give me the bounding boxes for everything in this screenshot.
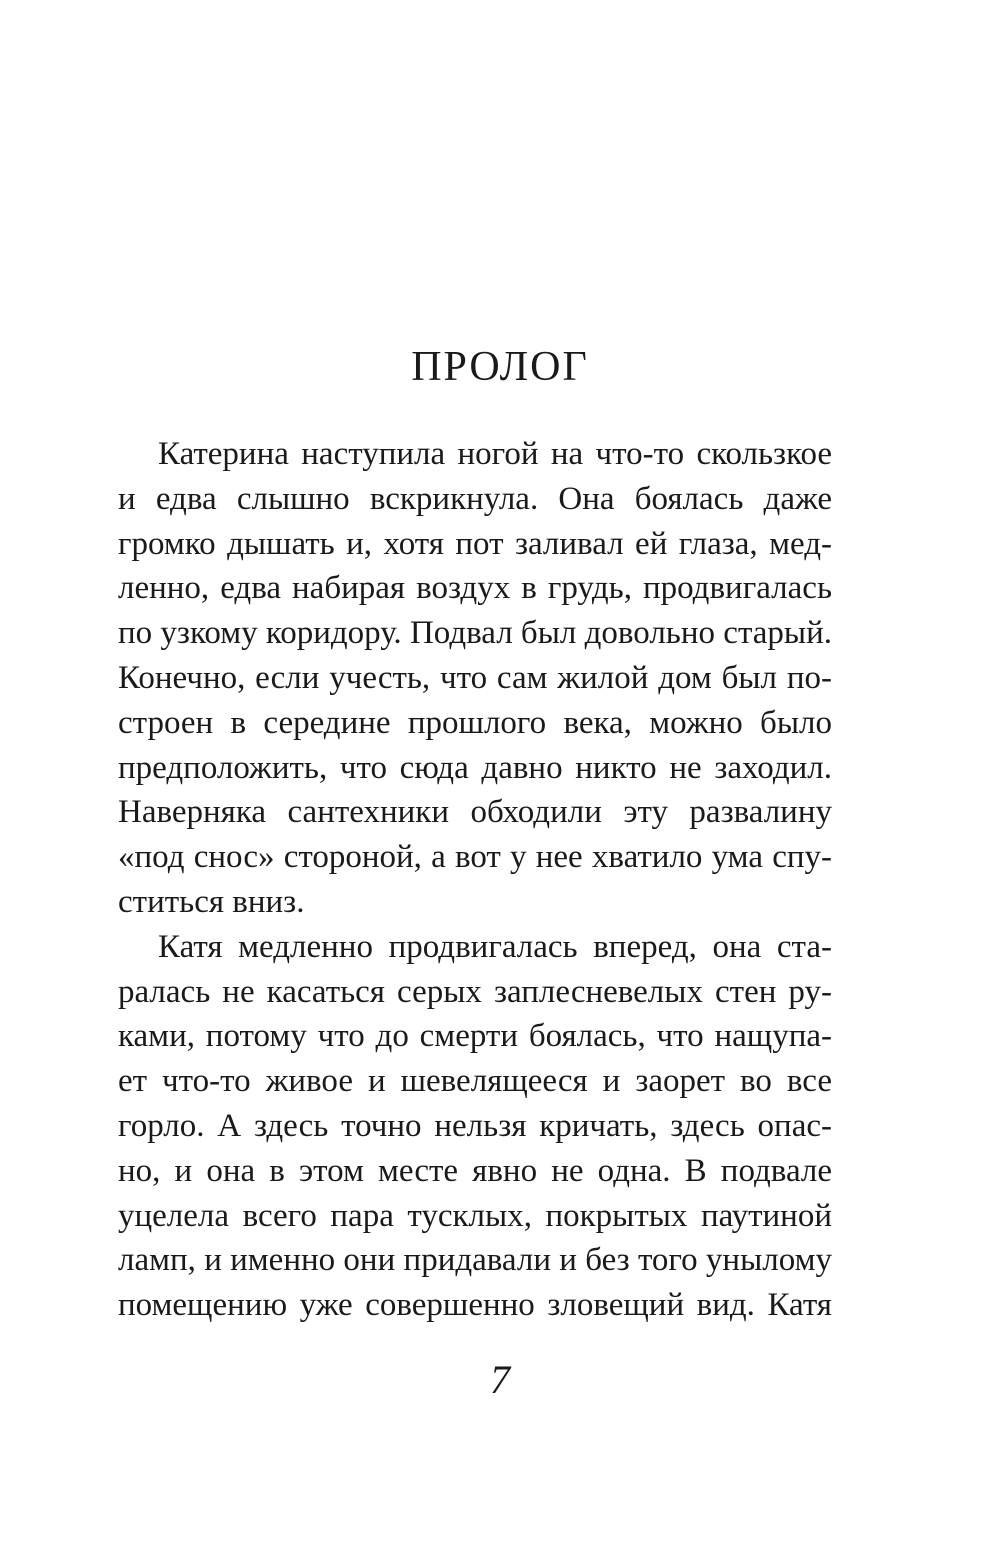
text-line: ститься вниз. [118,883,305,920]
text-line: предположить, что сюда давно никто не заходил. [118,749,832,786]
text-line: Катя медленно продвигалась вперед, она ста- [158,928,832,965]
paragraph-1 [118,432,832,925]
text-line: по узкому коридору. Подвал был довольно старый. [118,615,832,652]
body-text [118,432,832,1328]
text-line: ленно, едва набирая воздух в грудь, продвигалась [118,570,832,607]
text-line: Наверняка сантехники обходили эту развалину [118,794,832,831]
text-line: громко дышать и, хотя пот заливал ей глаза, мед- [118,525,832,562]
text-line: Конечно, если учесть, что сам жилой дом был по- [118,659,832,696]
text-line: но, и она в этом месте явно не одна. В подвале [118,1152,832,1189]
text-line: и едва слышно вскрикнула. Она боялась даже [118,480,832,517]
text-line: горло. А здесь точно нельзя кричать, здесь опас- [118,1107,832,1144]
text-line: ет что-то живое и шевелящееся и заорет во все [118,1063,832,1100]
text-line: ралась не касаться серых заплесневелых стен ру- [118,973,832,1010]
text-line: помещению уже совершенно зловещий вид. Катя [118,1287,832,1324]
text-line: «под снос» стороной, а вот у нее хватило ума спу- [118,839,832,876]
text-line: Катерина наступила ногой на что-то скользкое [158,436,832,472]
text-line: ламп, и именно они придавали и без того унылому [118,1242,832,1279]
text-line: уцелела всего пара тусклых, покрытых паутиной [118,1197,832,1234]
text-line: строен в середине прошлого века, можно было [118,704,832,741]
text-line: ками, потому что до смерти боялась, что нащупа- [118,1018,832,1055]
paragraph-2 [118,925,832,1328]
chapter-title: ПРОЛОГ [411,344,589,390]
page-number: 7 [490,1357,510,1402]
